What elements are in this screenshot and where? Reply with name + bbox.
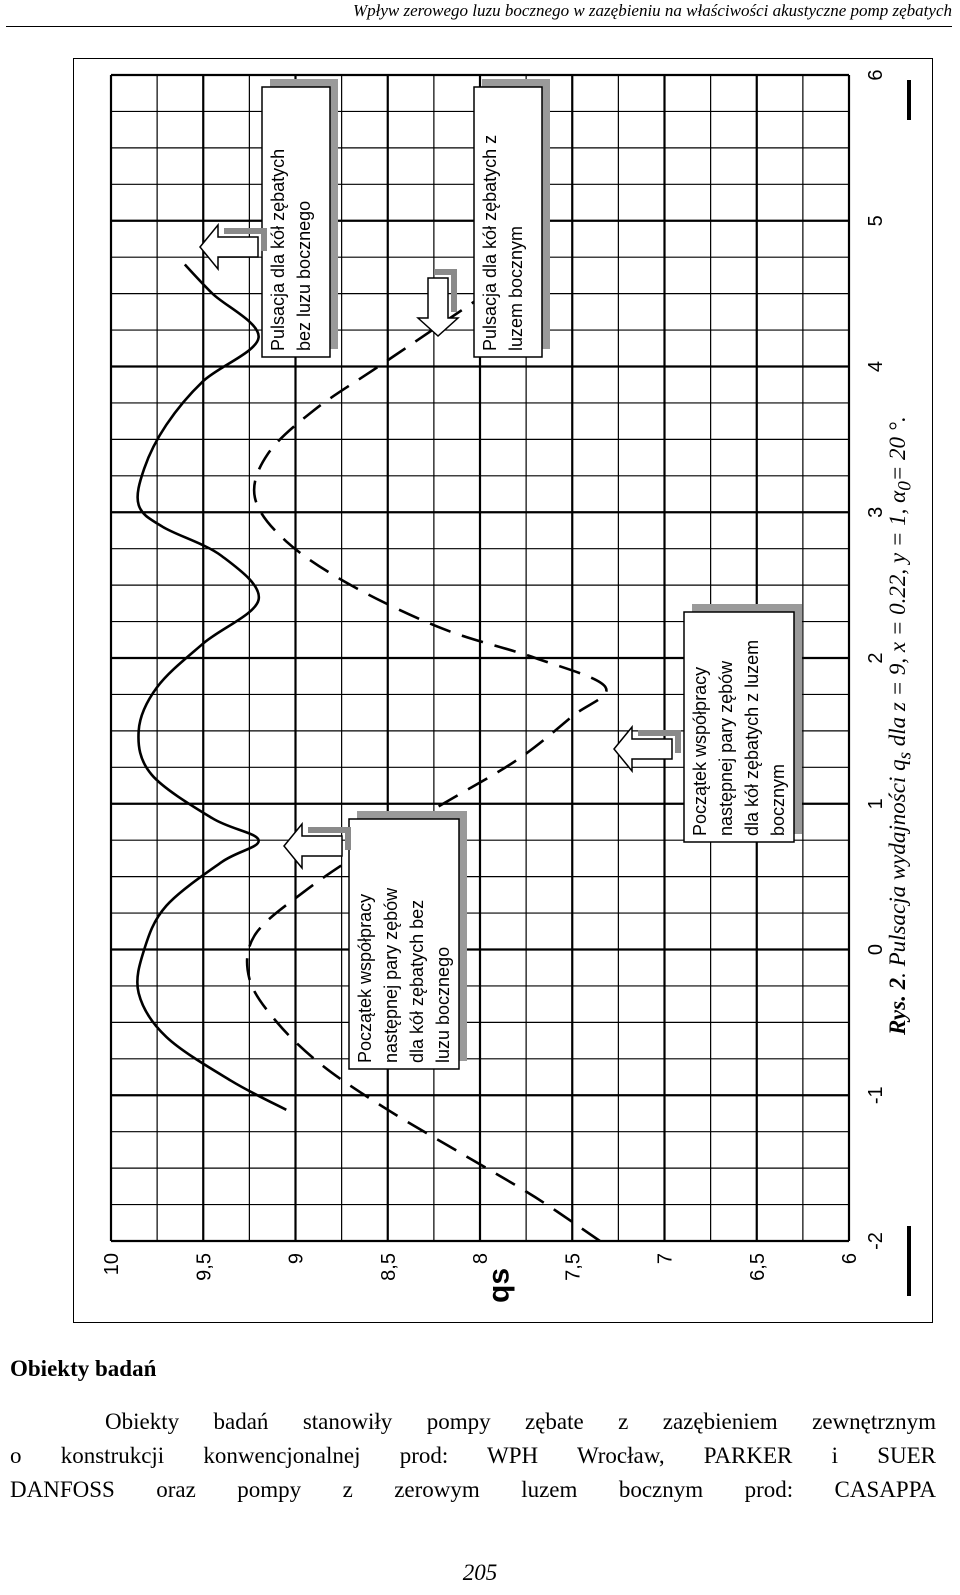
- figure-frame: [73, 58, 933, 1323]
- callout-text: dla kół zębatych z luzem: [742, 639, 762, 836]
- callout-text: luzem bocznym: [506, 225, 526, 351]
- caption-end: = 20 °.: [885, 416, 910, 482]
- series-dashed-line: [247, 279, 606, 1241]
- y-tick-label: 7: [654, 1253, 677, 1265]
- y-axis-label: qs: [482, 1267, 516, 1303]
- x-tick-label: 6: [865, 69, 887, 81]
- x-tick-label: 2: [865, 652, 887, 664]
- y-tick-label: 8: [470, 1253, 492, 1265]
- callout-text: następnej pary zębów: [381, 887, 401, 1063]
- y-tick-label: 10: [101, 1253, 123, 1276]
- x-tick-label: -1: [865, 1086, 887, 1105]
- paragraph-line: Obiekty badań stanowiły pompy zębate z zazębieniem zewnętrznym: [105, 1409, 936, 1434]
- callout-text: bocznym: [768, 763, 788, 836]
- caption-rest: dla z = 9, x = 0.22, y = 1, α: [885, 490, 910, 752]
- series-solid-line: [137, 264, 286, 1109]
- y-tick-label: 9: [285, 1253, 308, 1265]
- y-tick-label: 9,5: [193, 1253, 216, 1281]
- callout-text: luzu bocznego: [433, 946, 453, 1063]
- page-number: 205: [462, 1560, 498, 1585]
- x-tick-label: 0: [865, 943, 887, 956]
- x-tick-label: -2: [865, 1232, 887, 1250]
- x-tick-label: 4: [865, 360, 887, 373]
- x-tick-label: 3: [865, 506, 887, 518]
- caption-sub2: 0: [894, 481, 916, 491]
- header-rule: [6, 26, 952, 27]
- y-tick-label: 6: [839, 1253, 861, 1265]
- y-tick-label: 7,5: [562, 1253, 585, 1281]
- x-tick-label: 1: [865, 798, 887, 810]
- pulsation-chart: [74, 59, 934, 1324]
- paragraph-line: o konstrukcji konwencjonalnej prod: WPH Wrocław, PARKER i SUER: [10, 1443, 936, 1468]
- callout-text: Pulsacja dla kół zębatych z: [480, 134, 500, 351]
- callout-text: Pulsacja dla kół zębatych: [268, 148, 288, 351]
- callout-text: Początek współpracy: [690, 666, 710, 836]
- running-header: Wpływ zerowego luzu bocznego w zazębieniu na właściwości akustyczne pomp zębatych: [352, 1, 952, 20]
- x-tick-label: 5: [865, 215, 887, 227]
- body-paragraph: [10, 1405, 936, 1507]
- callout-text: następnej pary zębów: [716, 660, 736, 836]
- callout-text: Początek współpracy: [355, 893, 375, 1063]
- section-heading: Obiekty badań: [10, 1356, 157, 1381]
- y-tick-label: 8,5: [377, 1253, 400, 1281]
- callout-text: bez luzu bocznego: [294, 200, 314, 351]
- y-tick-label: 6,5: [746, 1253, 769, 1281]
- caption-sub: s: [894, 751, 916, 760]
- caption-label: Rys. 2: [885, 977, 910, 1035]
- caption-text: . Pulsacja wydajności q: [885, 759, 910, 978]
- callout-text: dla kół zębatych bez: [407, 899, 427, 1063]
- paragraph-line: DANFOSS oraz pompy z zerowym luzem bocznym prod: CASAPPA: [10, 1477, 936, 1502]
